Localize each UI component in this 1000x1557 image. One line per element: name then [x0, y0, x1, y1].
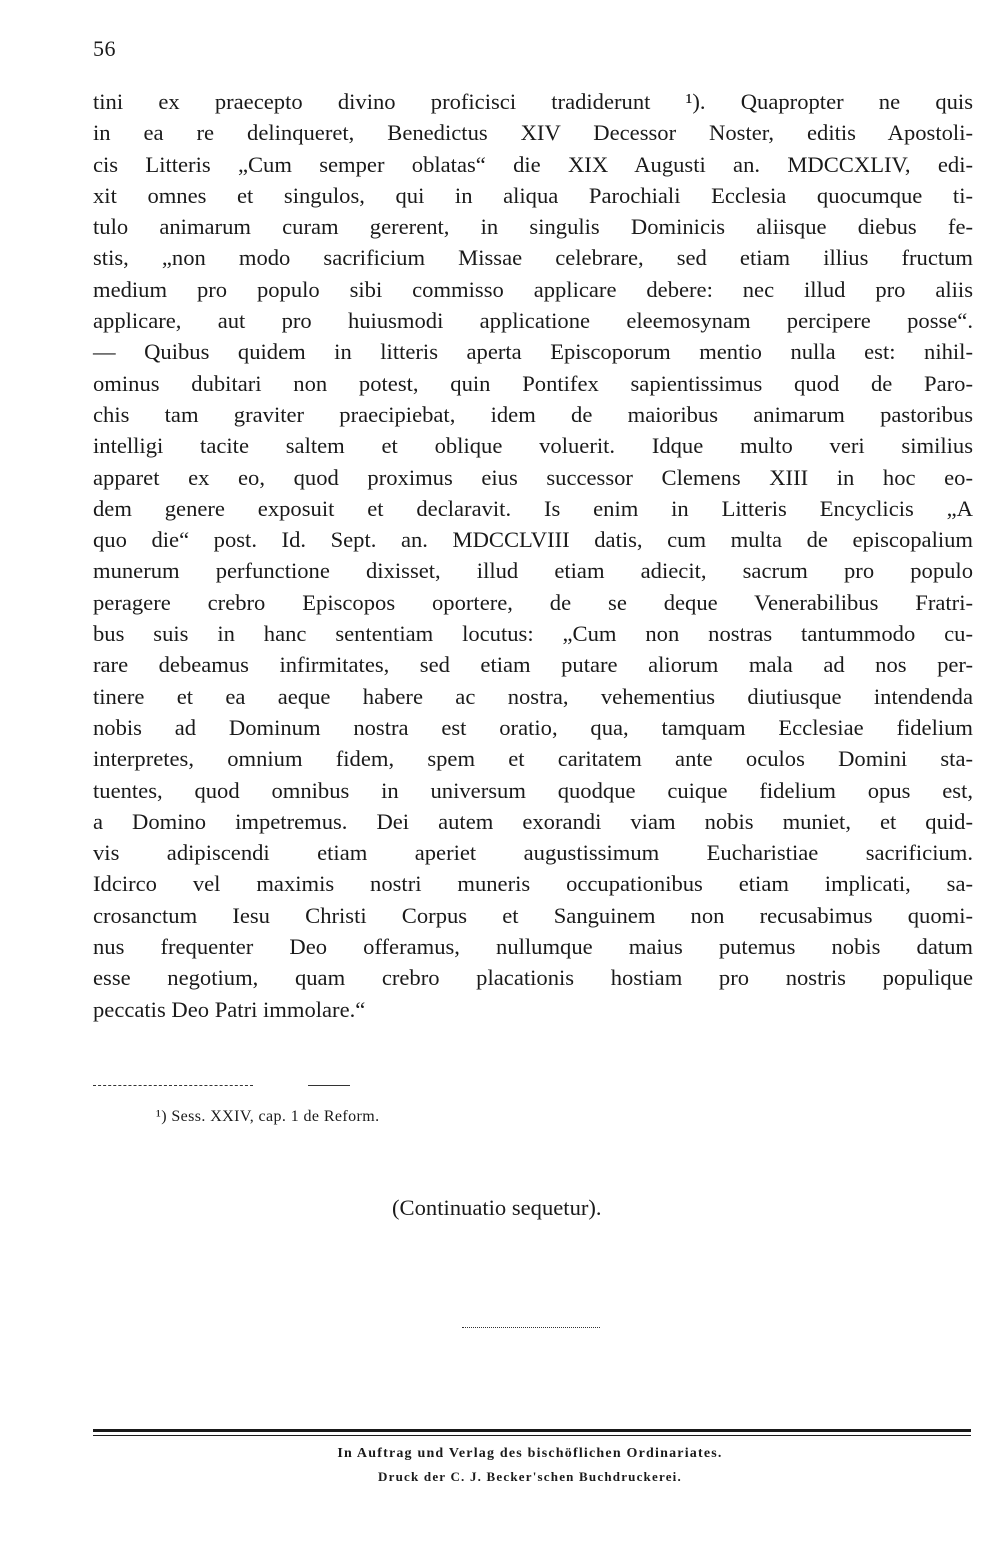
body-text	[93, 86, 973, 1025]
body-line: tini ex praecepto divino proficisci tradiderunt ¹). Quapropter ne quis	[93, 89, 973, 114]
body-line: apparet ex eo, quod proximus eius successor Clemens XIII in hoc eo-	[93, 464, 973, 490]
body-line: vis adipiscendi etiam aperiet augustissimum Eucharistiae sacrificium.	[93, 840, 973, 866]
imprint-rule	[93, 1429, 971, 1432]
body-line: cis Litteris „Cum semper oblatas“ die XIX Augusti an. MDCCXLIV, edi-	[93, 151, 973, 177]
footnote-marker: ¹)	[156, 1108, 167, 1125]
body-line: stis, „non modo sacrificium Missae celebrare, sed etiam illius fructum	[93, 245, 973, 271]
body-line: xit omnes et singulos, qui in aliqua Parochiali Ecclesia quocumque ti-	[93, 182, 973, 208]
imprint-publisher: In Auftrag und Verlag des bischöflichen Ordinariates.	[337, 1446, 723, 1461]
body-line: medium pro populo sibi commisso applicare debere: nec illud pro aliis	[93, 276, 973, 302]
body-line: nobis ad Dominum nostra est oratio, qua, tamquam Ecclesiae fidelium	[93, 714, 973, 740]
ornament-divider	[462, 1327, 600, 1328]
body-line: tuentes, quod omnibus in universum quodque cuique fidelium opus est,	[93, 777, 973, 803]
body-line: ominus dubitari non potest, quin Pontifex sapientissimus quod de Paro-	[93, 370, 973, 396]
body-line: a Domino impetremus. Dei autem exorandi viam nobis muniet, et quid-	[93, 808, 973, 834]
footnote-separator-short	[308, 1085, 350, 1086]
imprint-printer: Druck der C. J. Becker'schen Buchdruckerei.	[378, 1469, 682, 1484]
body-line: bus suis in hanc sententiam locutus: „Cum non nostras tantummodo cu-	[93, 621, 973, 647]
body-line: dem genere exposuit et declaravit. Is enim in Litteris Encyclicis „A	[93, 495, 973, 521]
body-line: — Quibus quidem in litteris aperta Episcoporum mentio nulla est: nihil-	[93, 339, 973, 365]
body-line: munerum perfunctione dixisset, illud etiam adiecit, sacrum pro populo	[93, 558, 973, 584]
body-line: tulo animarum curam gererent, in singulis Dominicis aliisque diebus fe-	[93, 214, 973, 240]
body-line: peccatis Deo Patri immolare.“	[93, 996, 366, 1022]
body-line: quo die“ post. Id. Sept. an. MDCCLVIII datis, cum multa de episcopalium	[93, 527, 973, 553]
body-line: tinere et ea aeque habere ac nostra, vehementius diutiusque intendenda	[93, 683, 973, 709]
continuation-note: (Continuatio sequetur).	[392, 1195, 602, 1220]
body-line: in ea re delinqueret, Benedictus XIV Decessor Noster, editis Apostoli-	[93, 120, 973, 146]
body-line: peragere crebro Episcopos oportere, de se deque Venerabilibus Fratri-	[93, 589, 973, 615]
footnote-text: Sess. XXIV, cap. 1 de Reform.	[171, 1108, 380, 1125]
page-number: 56	[93, 36, 116, 61]
footnote-separator	[93, 1085, 253, 1086]
footnote	[156, 1108, 380, 1126]
body-line: chis tam graviter praecipiebat, idem de maioribus animarum pastoribus	[93, 401, 973, 427]
body-line: intelligi tacite saltem et oblique voluerit. Idque multo veri similius	[93, 433, 973, 459]
body-line: interpretes, omnium fidem, spem et caritatem ante oculos Domini sta-	[93, 746, 973, 772]
body-line: applicare, aut pro huiusmodi applicatione eleemosynam percipere posse“.	[93, 308, 973, 334]
body-line: Idcirco vel maximis nostri muneris occupationibus etiam implicati, sa-	[93, 871, 973, 897]
body-line: crosanctum Iesu Christi Corpus et Sanguinem non recusabimus quomi-	[93, 902, 973, 928]
body-line: nus frequenter Deo offeramus, nullumque maius putemus nobis datum	[93, 934, 973, 960]
imprint-rule-thin	[93, 1435, 971, 1436]
body-line: esse negotium, quam crebro placationis hostiam pro nostris populique	[93, 965, 973, 991]
body-line: rare debeamus infirmitates, sed etiam putare aliorum mala ad nos per-	[93, 652, 973, 678]
